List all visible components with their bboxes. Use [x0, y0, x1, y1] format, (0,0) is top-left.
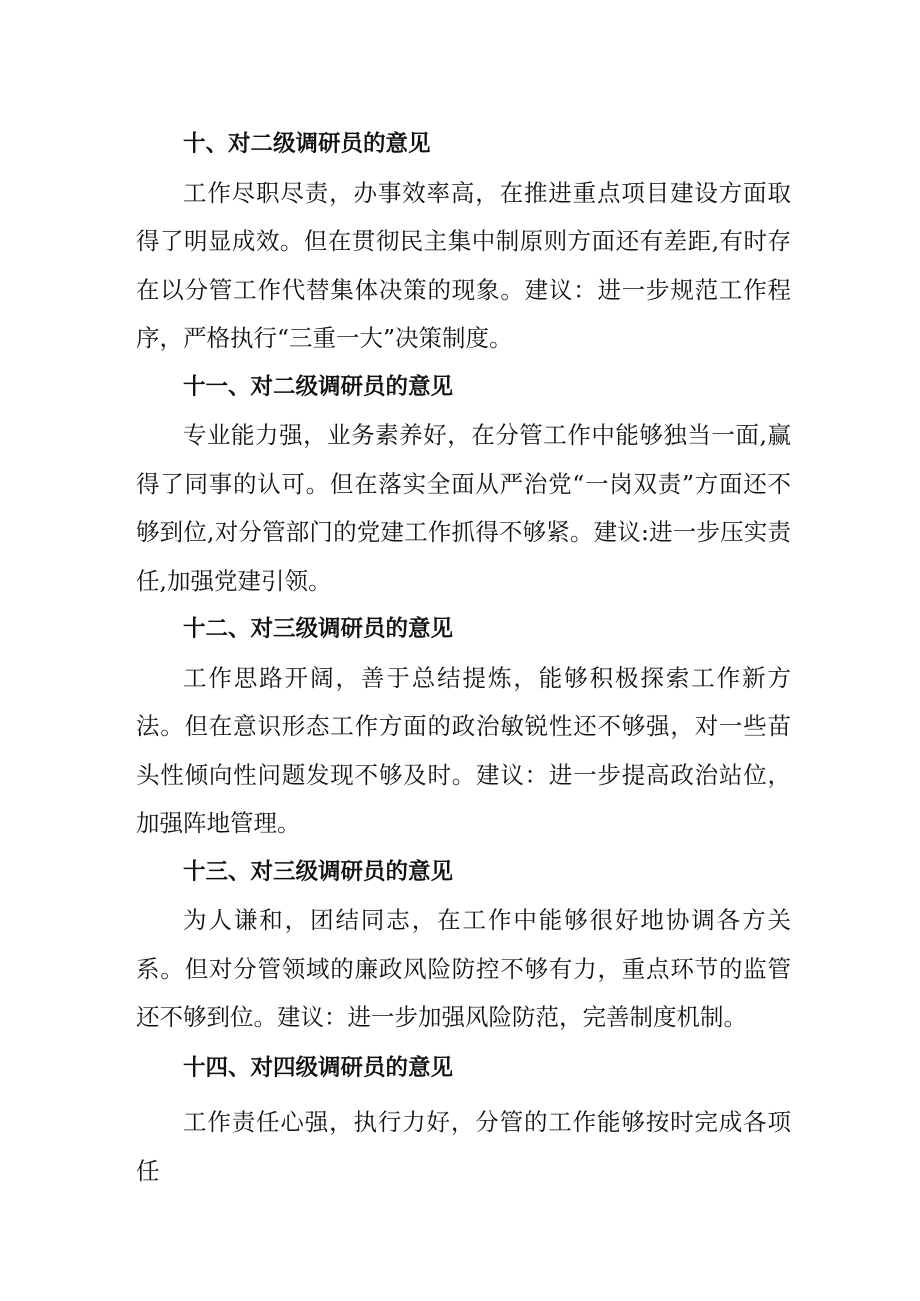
section-paragraph: 工作思路开阔，善于总结提炼，能够积极探索工作新方法。但在意识形态工作方面的政治敏锐性还不够强，对一些苗头性倾向性问题发现不够及时。建议：进一步提高政治站位，加强阵地管理。	[136, 663, 791, 837]
document-body	[136, 120, 791, 1195]
opinion-section-13	[136, 848, 791, 1042]
section-heading: 十四、对四级调研员的意见	[183, 1054, 454, 1081]
section-paragraph: 工作责任心强，执行力好，分管的工作能够按时完成各项任	[136, 1108, 791, 1185]
opinion-section-12	[136, 605, 791, 848]
section-heading: 十、对二级调研员的意见	[183, 131, 431, 157]
section-paragraph: 为人谦和，团结同志，在工作中能够很好地协调各方关系。但对分管领域的廉政风险防控不够有力，重点环节的监管还不够到位。建议：进一步加强风险防范，完善制度机制。	[136, 906, 791, 1031]
opinion-section-10	[136, 120, 791, 363]
section-paragraph: 专业能力强，业务素养好，在分管工作中能够独当一面,赢得了同事的认可。但在落实全面从严治党“一岗双责”方面还不够到位,对分管部门的党建工作抓得不够紧。建议:进一步压实责任,加强党建引领。	[136, 421, 791, 595]
opinion-section-11	[136, 363, 791, 606]
section-paragraph: 工作尽职尽责，办事效率高，在推进重点项目建设方面取得了明显成效。但在贯彻民主集中制原则方面还有差距,有时存在以分管工作代替集体决策的现象。建议：进一步规范工作程序，严格执行“三重一大”决策制度。	[136, 178, 791, 352]
section-heading: 十二、对三级调研员的意见	[183, 616, 454, 642]
section-heading: 十三、对三级调研员的意见	[183, 858, 454, 885]
section-heading: 十一、对二级调研员的意见	[183, 373, 454, 400]
opinion-section-14	[136, 1044, 791, 1196]
